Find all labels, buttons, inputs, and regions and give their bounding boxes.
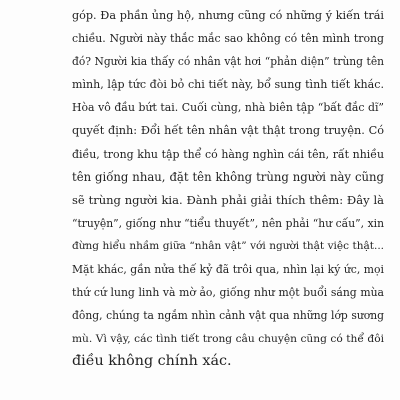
text-line-6: quyết định: Đổi hết tên nhân vật thật trong truyện. Có: [72, 124, 384, 138]
text-line-2: chiều. Người này thắc mắc sao không có tên mình trong: [72, 32, 384, 46]
text-line-9: sẽ trùng người kia. Đành phải giải thích thêm: Đây là: [72, 192, 384, 207]
text-line-13: thứ cứ lung linh và mờ ảo, giống như một buổi sáng mùa: [72, 286, 384, 300]
text-line-12: Mặt khác, gần nửa thế kỷ đã trôi qua, nhìn lại ký ức, mọi: [72, 263, 384, 277]
text-line-11: đừng hiểu nhầm giữa “nhân vật” với người thật việc thật...: [72, 239, 384, 252]
text-line-8: tên giống nhau, đặt tên không trùng người này cũng: [72, 169, 384, 184]
text-line-3: đó? Người kia thấy có nhân vật hơi “phản diện” trùng tên: [72, 55, 384, 69]
text-line-14: đông, chúng ta ngắm nhìn cảnh vật qua những lớp sương: [72, 309, 384, 323]
text-line-5: Hòa vô đầu bứt tai. Cuối cùng, nhà biên tập “bất đắc dĩ”: [72, 101, 384, 115]
text-line-7: điều, trong khu tập thể có hàng nghìn cái tên, rất nhiều: [72, 147, 384, 161]
text-line-1: góp. Đa phần ủng hộ, nhưng cũng có những ý kiến trái: [72, 9, 384, 22]
body-text: [72, 4, 384, 374]
text-line-10: “truyện”, giống như “tiểu thuyết”, nên phải “hư cấu”, xin: [72, 216, 384, 230]
text-line-4: mình, lập tức đòi bỏ chi tiết này, bổ sung tình tiết khác.: [72, 78, 384, 92]
text-line-15: mù. Vì vậy, các tình tiết trong câu chuyện cũng có thể đôi: [72, 332, 384, 346]
text-line-16: điều không chính xác.: [72, 353, 232, 370]
